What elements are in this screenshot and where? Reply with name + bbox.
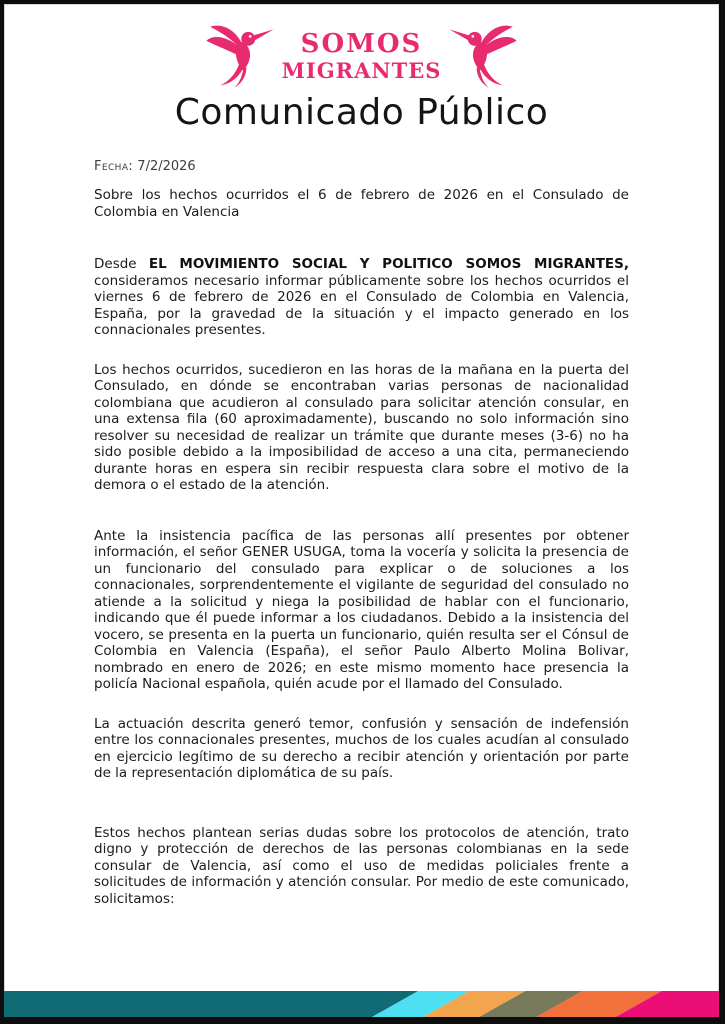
paragraph-run: Desde (94, 256, 149, 272)
paragraph-run: consideramos necesario informar públicamente sobre los hechos ocurridos el viernes 6 de febrero de 2026 en el Consulado de Colombia en Valencia, España, por la gravedad de la situación y el impacto generado en los connacionales presentes. (94, 272, 629, 338)
date-label: Fecha: (94, 159, 134, 174)
date-line (94, 159, 629, 174)
logo-text (282, 31, 442, 81)
logo (4, 22, 719, 90)
paragraph: La actuación descrita generó temor, confusión y sensación de indefensión entre los connacionales presentes, muchos de los cuales acudían al consulado en ejercicio legítimo de su derecho a recibir atención y orientación por parte de la representación diplomática de su país. (94, 715, 629, 781)
page-title: Comunicado Público (174, 92, 549, 133)
hummingbird-right-icon (445, 23, 521, 89)
paragraph: Ante la insistencia pacífica de las personas allí presentes por obtener información, el señor GENER USUGA, toma la vocería y solicita la presencia de un funcionario del consulado para explicar o de soluciones a los connacionales, sorprendentemente el vigilante de seguridad del consulado no atiende a la solicitud y niega la posibilidad de hablar con el funcionario, indicando que él puede informar a los ciudadanos. Debido a la insistencia del vocero, se presenta en la puerta un funcionario, quién resulta ser el Cónsul de Colombia en Valencia (España), el señor Paulo Alberto Molina Bolivar, nombrado en enero de 2026; en este mismo momento hace presencia la policía Nacional española, quién acude por el llamado del Consulado. (94, 527, 629, 692)
subject-line: Sobre los hechos ocurridos el 6 de febrero de 2026 en el Consulado de Colombia en Valencia (94, 187, 629, 220)
logo-line-1: SOMOS (300, 29, 423, 59)
date-value: 7/2/2026 (137, 159, 196, 174)
footer-color-band (4, 991, 719, 1017)
paragraph: Estos hechos plantean serias dudas sobre los protocolos de atención, trato digno y protección de derechos de las personas colombianas en la sede consular de Valencia, así como el uso de medidas policiales frente a solicitudes de información y atención consular. Por medio de este comunicado, solicitamos: (94, 824, 629, 907)
paragraph-bold-run: EL MOVIMIENTO SOCIAL Y POLITICO SOMOS MIGRANTES, (148, 256, 629, 272)
hummingbird-left-icon (202, 23, 278, 89)
logo-line-2: MIGRANTES (281, 58, 442, 83)
paragraph (94, 256, 629, 339)
paragraph: Los hechos ocurridos, sucedieron en las horas de la mañana en la puerta del Consulado, en dónde se encontraban varias personas de nacionalidad colombiana que acudieron al consulado para solicitar atención consular, en una extensa fila (60 aproximadamente), buscando no solo información sino resolver su necesidad de realizar un trámite que durante meses (3-6) no ha sido posible debido a la imposibilidad de acceso a una cita, permaneciendo durante horas en espera sin recibir respuesta clara sobre el motivo de la demora o el estado de la atención. (94, 361, 629, 493)
band-segment-teal (4, 991, 418, 1017)
